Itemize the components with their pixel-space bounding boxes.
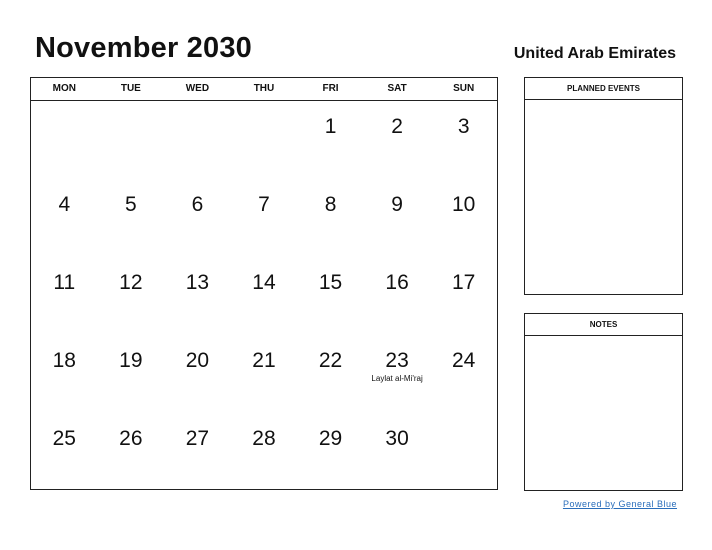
day-cell-18 <box>31 335 98 413</box>
day-cell-6 <box>164 179 231 257</box>
day-cell-7 <box>231 179 298 257</box>
day-number: 17 <box>451 271 476 294</box>
day-number: 26 <box>119 427 143 450</box>
day-number: 11 <box>53 271 76 294</box>
empty-day-cell <box>31 101 98 179</box>
day-cell-27 <box>164 413 231 491</box>
weekday-tue: TUE <box>120 83 141 94</box>
day-cell-25 <box>31 413 98 491</box>
day-cell-30 <box>364 413 431 491</box>
day-number: 20 <box>185 349 210 372</box>
day-number: 4 <box>58 193 71 216</box>
day-cell-23 <box>364 335 431 413</box>
day-cell-12 <box>98 257 165 335</box>
day-cell-16 <box>364 257 431 335</box>
notes-panel[interactable] <box>524 313 683 491</box>
day-cell-21 <box>231 335 298 413</box>
weekday-sat: SAT <box>387 83 407 94</box>
holiday-label: Laylat al-Mi'raj <box>371 374 423 383</box>
day-cell-8 <box>297 179 364 257</box>
planned-events-panel[interactable] <box>524 77 683 295</box>
day-cell-19 <box>98 335 165 413</box>
week-row <box>31 101 497 179</box>
day-number: 3 <box>457 115 470 138</box>
week-row <box>31 179 497 257</box>
day-cell-22 <box>297 335 364 413</box>
day-number: 10 <box>451 193 476 216</box>
day-number: 29 <box>318 427 343 450</box>
weekday-wed: WED <box>185 83 210 94</box>
day-cell-11 <box>31 257 98 335</box>
weekday-header-row <box>31 78 497 101</box>
weekday-mon: MON <box>52 83 76 94</box>
calendar-grid <box>30 77 498 490</box>
empty-day-cell <box>98 101 165 179</box>
day-cell-13 <box>164 257 231 335</box>
day-cell-10 <box>430 179 497 257</box>
day-number: 6 <box>191 193 204 216</box>
day-number: 12 <box>119 271 143 294</box>
day-number: 9 <box>391 193 403 216</box>
empty-day-cell <box>231 101 298 179</box>
day-number: 28 <box>252 427 276 450</box>
day-number: 14 <box>252 271 276 294</box>
day-number: 24 <box>451 349 476 372</box>
day-number: 18 <box>52 349 76 372</box>
empty-day-cell <box>430 413 497 491</box>
empty-day-cell <box>164 101 231 179</box>
day-number: 15 <box>318 271 343 294</box>
day-cell-17 <box>430 257 497 335</box>
weekday-sun: SUN <box>453 83 475 94</box>
day-cell-2 <box>364 101 431 179</box>
day-cell-4 <box>31 179 98 257</box>
day-cell-9 <box>364 179 431 257</box>
weeks-container <box>31 101 497 491</box>
weekday-thu: THU <box>253 83 275 94</box>
day-cell-15 <box>297 257 364 335</box>
day-cell-20 <box>164 335 231 413</box>
day-number: 30 <box>385 427 409 450</box>
day-number: 5 <box>125 193 137 216</box>
day-cell-3 <box>430 101 497 179</box>
day-cell-26 <box>98 413 165 491</box>
powered-by-link[interactable]: Powered by General Blue <box>562 499 677 509</box>
day-cell-1 <box>297 101 364 179</box>
week-row <box>31 413 497 491</box>
day-number: 27 <box>185 427 210 450</box>
planned-events-header: PLANNED EVENTS <box>525 78 682 100</box>
day-cell-14 <box>231 257 298 335</box>
day-number: 13 <box>185 271 210 294</box>
day-cell-24 <box>430 335 497 413</box>
week-row <box>31 257 497 335</box>
week-row <box>31 335 497 413</box>
day-number: 16 <box>385 271 409 294</box>
day-number: 2 <box>391 115 403 138</box>
day-cell-29 <box>297 413 364 491</box>
month-title: November 2030 <box>35 32 252 64</box>
day-number: 22 <box>318 349 343 372</box>
day-number: 25 <box>52 427 76 450</box>
day-number: 21 <box>252 349 276 372</box>
day-number: 7 <box>258 193 270 216</box>
day-number: 19 <box>119 349 143 372</box>
day-number: 1 <box>324 115 337 138</box>
day-number: 23 <box>385 349 409 372</box>
day-cell-5 <box>98 179 165 257</box>
country-name: United Arab Emirates <box>513 45 676 62</box>
day-number: 8 <box>324 193 337 216</box>
weekday-fri: FRI <box>322 83 339 94</box>
notes-header: NOTES <box>525 314 682 336</box>
day-cell-28 <box>231 413 298 491</box>
